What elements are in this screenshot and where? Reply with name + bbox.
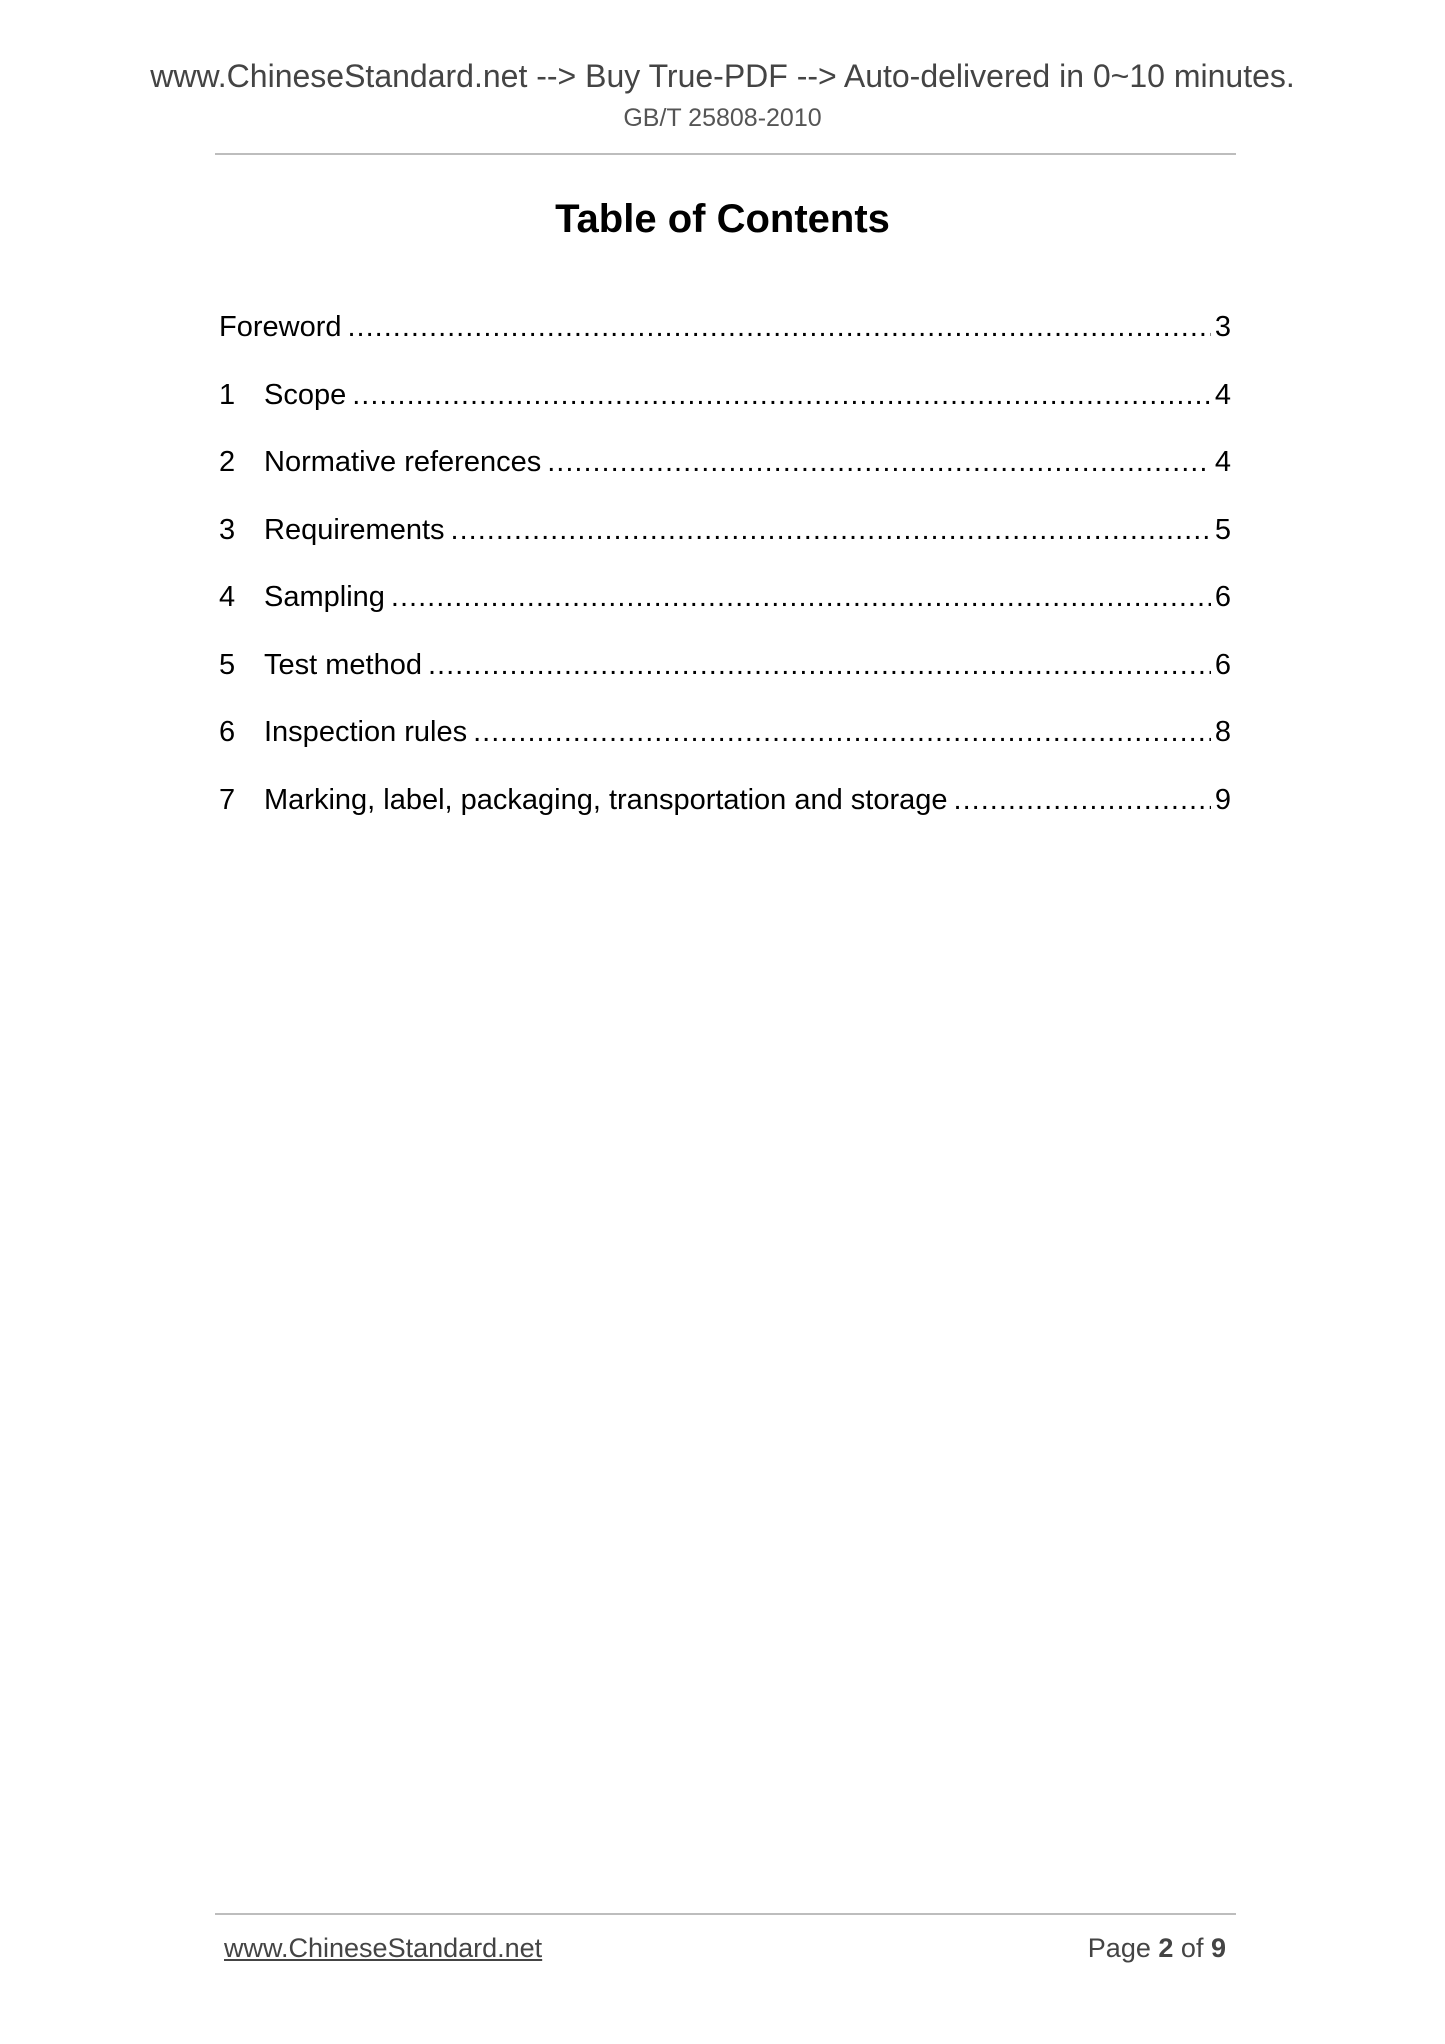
toc-leader-dots bbox=[428, 645, 1211, 685]
toc-entry-inspection-rules[interactable] bbox=[219, 712, 1231, 780]
toc-entry-page: 4 bbox=[1214, 378, 1231, 411]
toc-entry-page: 5 bbox=[1214, 513, 1231, 546]
toc-leader-dots bbox=[348, 307, 1211, 347]
toc-leader-dots bbox=[451, 510, 1211, 550]
toc-entry-number: 2 bbox=[219, 446, 236, 478]
toc-entry-page: 4 bbox=[1214, 446, 1231, 478]
toc-entry-number: 6 bbox=[219, 716, 236, 748]
toc-entry-label: Marking, label, packaging, transportation and storage bbox=[264, 783, 948, 816]
page-indicator bbox=[1088, 1933, 1226, 1964]
toc-entry-number: 3 bbox=[219, 513, 236, 546]
header-divider bbox=[215, 153, 1236, 155]
toc-entry-label: Foreword bbox=[219, 311, 342, 343]
document-id: GB/T 25808-2010 bbox=[623, 104, 822, 132]
toc-entry-page: 9 bbox=[1214, 783, 1231, 816]
toc-entry-scope[interactable] bbox=[219, 375, 1231, 443]
toc-entry-marking-packaging[interactable] bbox=[219, 780, 1231, 848]
page-total: 9 bbox=[1210, 1933, 1226, 1963]
toc-entry-test-method[interactable] bbox=[219, 645, 1231, 713]
page-prefix: Page bbox=[1087, 1933, 1151, 1963]
toc-entry-label: Inspection rules bbox=[264, 716, 468, 748]
toc-leader-dots bbox=[954, 780, 1211, 820]
toc-entry-label: Test method bbox=[264, 648, 422, 681]
toc-entry-number: 4 bbox=[219, 581, 236, 613]
toc-entry-label: Requirements bbox=[264, 513, 445, 546]
toc-entry-label: Sampling bbox=[264, 581, 385, 613]
toc-leader-dots bbox=[391, 577, 1211, 617]
toc-entry-number: 1 bbox=[219, 378, 236, 411]
toc-entry-foreword[interactable] bbox=[219, 307, 1231, 375]
toc-entry-page: 6 bbox=[1214, 581, 1231, 613]
toc-entry-requirements[interactable] bbox=[219, 510, 1231, 578]
toc-entry-label: Scope bbox=[264, 378, 347, 411]
toc-entry-page: 3 bbox=[1214, 311, 1231, 343]
page-of: of bbox=[1180, 1933, 1204, 1963]
toc-entry-label: Normative references bbox=[264, 446, 542, 478]
toc-entry-number: 5 bbox=[219, 648, 236, 681]
header-banner: www.ChineseStandard.net --> Buy True-PDF --> Auto-delivered in 0~10 minutes. bbox=[150, 58, 1295, 94]
toc-leader-dots bbox=[547, 442, 1211, 482]
toc-entry-page: 8 bbox=[1214, 716, 1231, 748]
toc-leader-dots bbox=[352, 375, 1211, 415]
footer-divider bbox=[215, 1913, 1236, 1915]
toc-list bbox=[219, 307, 1231, 847]
toc-leader-dots bbox=[473, 712, 1211, 752]
toc-entry-sampling[interactable] bbox=[219, 577, 1231, 645]
footer-site-link[interactable]: www.ChineseStandard.net bbox=[224, 1933, 543, 1963]
toc-entry-page: 6 bbox=[1214, 648, 1231, 681]
toc-entry-normative-references[interactable] bbox=[219, 442, 1231, 510]
page-title: Table of Contents bbox=[555, 197, 890, 241]
page-current: 2 bbox=[1158, 1933, 1174, 1963]
toc-entry-number: 7 bbox=[219, 783, 236, 816]
